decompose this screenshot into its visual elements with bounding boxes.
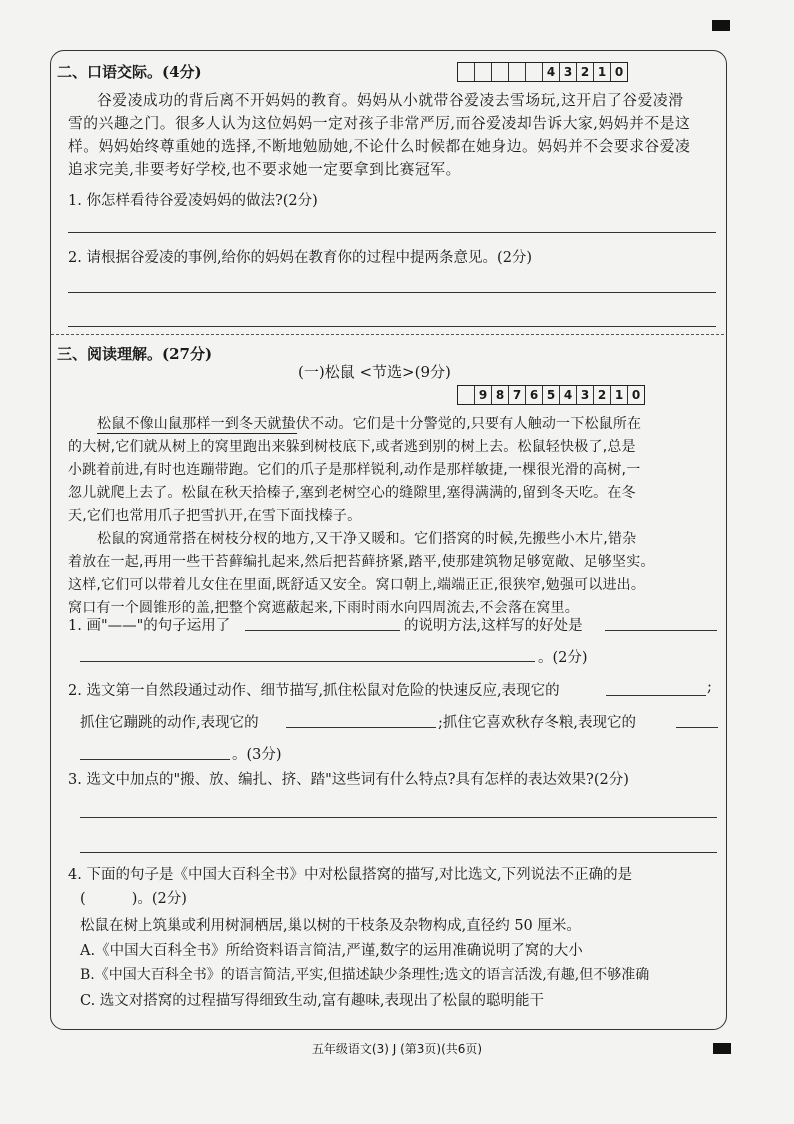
answer-line[interactable] [80, 852, 717, 853]
section3-passage-line: 天,它们也常用爪子把雪扒开,在雪下面找榛子。 [68, 508, 362, 524]
section2-question-2: 2. 请根据谷爱凌的事例,给你的妈妈在教育你的过程中提两条意见。(2分) [68, 250, 533, 266]
score-box: 8 [492, 386, 509, 404]
section3-passage-line: 小跳着前进,有时也连蹦带跑。它们的爪子是那样锐利,动作是那样敏捷,一棵很光滑的高树,一 [68, 462, 641, 478]
section3-question-4-quote: 松鼠在树上筑巢或利用树洞栖居,巢以树的干枝条及杂物构成,直径约 50 厘米。 [80, 918, 581, 934]
section3-question-1: 1. 画"——"的句子运用了 [68, 618, 231, 634]
section2-score-boxes [457, 62, 628, 82]
score-box: 4 [560, 386, 577, 404]
section3-passage-line: 的大树,它们就从树上的窝里跑出来躲到树枝底下,或者逃到别的树上去。松鼠轻快极了,总是 [68, 439, 636, 455]
answer-parentheses[interactable]: ( )。(2分) [80, 891, 187, 907]
fill-blank[interactable] [286, 727, 436, 728]
section3-question-2: 2. 选文第一自然段通过动作、细节描写,抓住松鼠对危险的快速反应,表现它的 [68, 683, 560, 699]
score-box: 3 [577, 386, 594, 404]
option-a: A.《中国大百科全书》所给资料语言简洁,严谨,数字的运用准确说明了窝的大小 [80, 943, 583, 959]
fill-blank[interactable] [80, 759, 230, 760]
score-box: 2 [594, 386, 611, 404]
section3-heading: 三、阅读理解。(27分) [57, 345, 213, 363]
section3-question-2-sep: ; [707, 679, 712, 695]
answer-line[interactable] [80, 817, 717, 818]
section2-heading: 二、口语交际。(4分) [57, 63, 202, 81]
section3-question-1-cont: 的说明方法,这样写的好处是 [404, 618, 583, 634]
option-c: C. 选文对搭窝的过程描写得细致生动,富有趣味,表现出了松鼠的聪明能干 [80, 993, 545, 1009]
score-box [458, 386, 475, 404]
score-box: 1 [594, 63, 611, 81]
score-box: 3 [560, 63, 577, 81]
section3-question-2-end: 。(3分) [232, 747, 282, 763]
score-box [458, 63, 475, 81]
section3-passage-line: 松鼠的窝通常搭在树枝分杈的地方,又干净又暖和。它们搭窝的时候,先搬些小木片,错杂 [97, 531, 637, 547]
score-box: 5 [543, 386, 560, 404]
score-box: 6 [526, 386, 543, 404]
section3-passage-line: 窝口有一个圆锥形的盖,把整个窝遮蔽起来,下雨时雨水向四周流去,不会落在窝里。 [68, 600, 579, 616]
answer-line[interactable] [68, 292, 716, 293]
score-box [509, 63, 526, 81]
fill-blank[interactable] [606, 695, 706, 696]
section3-score-boxes [457, 385, 645, 405]
score-box: 1 [611, 386, 628, 404]
answer-line[interactable] [68, 232, 716, 233]
section3-question-2-cont: 抓住它蹦跳的动作,表现它的 [80, 715, 259, 731]
section3-passage-line: 忽儿就爬上去了。松鼠在秋天拾榛子,塞到老树空心的缝隙里,塞得满满的,留到冬天吃。在冬 [68, 485, 636, 501]
section3-passage-line: 松鼠不像山鼠那样一到冬天就蛰伏不动。它们是十分警觉的,只要有人触动一下松鼠所在 [97, 416, 642, 432]
section2-passage-line: 样。妈妈始终尊重她的选择,不断地勉励她,不论什么时候都在她身边。妈妈并不会要求谷爱凌 [68, 138, 691, 155]
section2-passage-line: 雪的兴趣之门。很多人认为这位妈妈一定对孩子非常严厉,而谷爱凌却告诉大家,妈妈并不是这 [68, 115, 691, 132]
score-box: 0 [631, 388, 641, 402]
score-box [492, 63, 509, 81]
fill-blank[interactable] [605, 630, 717, 631]
section3-question-4: 4. 下面的句子是《中国大百科全书》中对松鼠搭窝的描写,对比选文,下列说法不正确的是 [68, 867, 633, 883]
score-box: 0 [614, 65, 624, 79]
score-box [526, 63, 543, 81]
section-divider [51, 334, 724, 335]
answer-line[interactable] [68, 326, 716, 327]
fill-blank[interactable] [676, 727, 718, 728]
score-box: 7 [509, 386, 526, 404]
score-box: 2 [577, 63, 594, 81]
fill-blank[interactable] [245, 630, 400, 631]
section3-question-1-end: 。(2分) [538, 650, 588, 666]
top-corner-mark [712, 20, 730, 31]
section3-subheading: (一)松鼠 <节选>(9分) [298, 363, 451, 381]
section3-passage-line: 着放在一起,再用一些干苔藓编扎起来,然后把苔藓挤紧,踏平,使那建筑物足够宽敞、足够坚实。 [68, 554, 655, 570]
underline-mark [97, 433, 297, 434]
section2-passage-line: 谷爱凌成功的背后离不开妈妈的教育。妈妈从小就带谷爱凌去雪场玩,这开启了谷爱凌滑 [97, 92, 684, 109]
score-box: 9 [475, 386, 492, 404]
score-box: 4 [543, 63, 560, 81]
section2-question-1: 1. 你怎样看待谷爱凌妈妈的做法?(2分) [68, 193, 318, 209]
option-b: B.《中国大百科全书》的语言简洁,平实,但描述缺少条理性;选文的语言活泼,有趣,但不够准确 [80, 967, 650, 983]
page-footer: 五年级语文(3) J (第3页)(共6页) [311, 1042, 483, 1056]
fill-blank[interactable] [80, 661, 535, 662]
section3-question-2-cont: ;抓住它喜欢秋存冬粮,表现它的 [438, 715, 636, 731]
section3-passage-line: 这样,它们可以带着儿女住在里面,既舒适又安全。窝口朝上,端端正正,很狭窄,勉强可以进出。 [68, 577, 646, 593]
section2-passage-line: 追求完美,非要考好学校,也不要求她一定要拿到比赛冠军。 [68, 161, 461, 178]
section3-question-3: 3. 选文中加点的"搬、放、编扎、挤、踏"这些词有什么特点?具有怎样的表达效果?(2分) [68, 772, 629, 788]
score-box [475, 63, 492, 81]
